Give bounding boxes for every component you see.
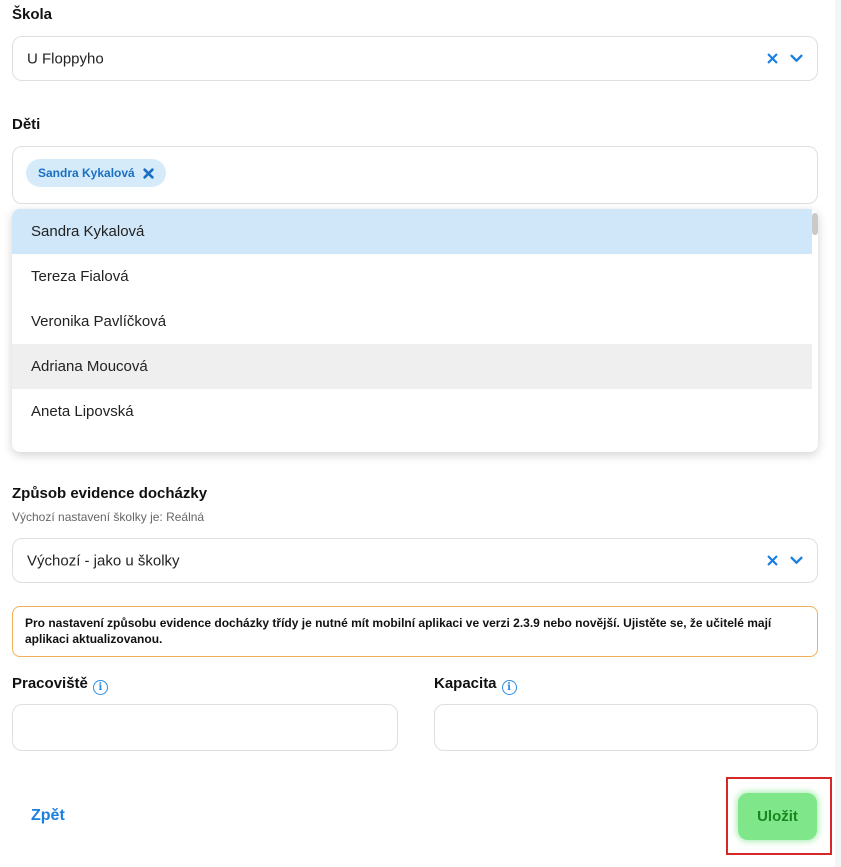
dropdown-option[interactable]: Sandra Kykalová xyxy=(12,209,812,254)
workplace-label xyxy=(12,675,108,695)
workplace-label-text: Pracoviště xyxy=(12,675,88,692)
clear-icon[interactable] xyxy=(765,52,779,66)
attendance-label: Způsob evidence docházky xyxy=(12,485,208,502)
clear-icon[interactable] xyxy=(765,554,779,568)
remove-chip-icon[interactable] xyxy=(143,168,154,179)
info-icon[interactable]: i xyxy=(93,680,108,695)
dropdown-option[interactable]: Tereza Fialová xyxy=(31,268,129,285)
attendance-select-value: Výchozí - jako u školky xyxy=(27,552,180,569)
school-label: Škola xyxy=(12,6,53,23)
capacity-input[interactable] xyxy=(434,704,818,751)
chevron-down-icon[interactable] xyxy=(789,52,803,66)
attendance-hint: Výchozí nastavení školky je: Reálná xyxy=(12,510,205,524)
info-icon[interactable]: i xyxy=(502,680,517,695)
children-dropdown-menu xyxy=(12,209,818,452)
dropdown-option[interactable]: Adriana Moucová xyxy=(12,344,812,389)
workplace-input[interactable] xyxy=(12,704,398,751)
child-chip xyxy=(26,159,166,187)
app-version-warning: Pro nastavení způsobu evidence docházky třídy je nutné mít mobilní aplikaci ve verzi 2.3.9 nebo novější. Ujistěte se, že učitelé mají aplikaci aktualizovanou. xyxy=(12,606,818,657)
capacity-label-text: Kapacita xyxy=(434,675,497,692)
school-select-value: U Floppyho xyxy=(27,50,104,67)
chevron-down-icon[interactable] xyxy=(789,554,803,568)
children-label: Děti xyxy=(12,116,41,133)
dropdown-scrollbar[interactable] xyxy=(812,213,818,235)
back-link[interactable]: Zpět xyxy=(31,807,65,824)
attendance-select[interactable] xyxy=(12,538,818,583)
dropdown-option[interactable]: Aneta Lipovská xyxy=(31,403,134,420)
page-scrollbar-track xyxy=(835,0,841,867)
dropdown-option[interactable]: Veronika Pavlíčková xyxy=(31,313,167,330)
child-chip-label: Sandra Kykalová xyxy=(38,166,135,180)
school-select[interactable] xyxy=(12,36,818,81)
save-button[interactable]: Uložit xyxy=(738,793,817,840)
capacity-label xyxy=(434,675,517,695)
